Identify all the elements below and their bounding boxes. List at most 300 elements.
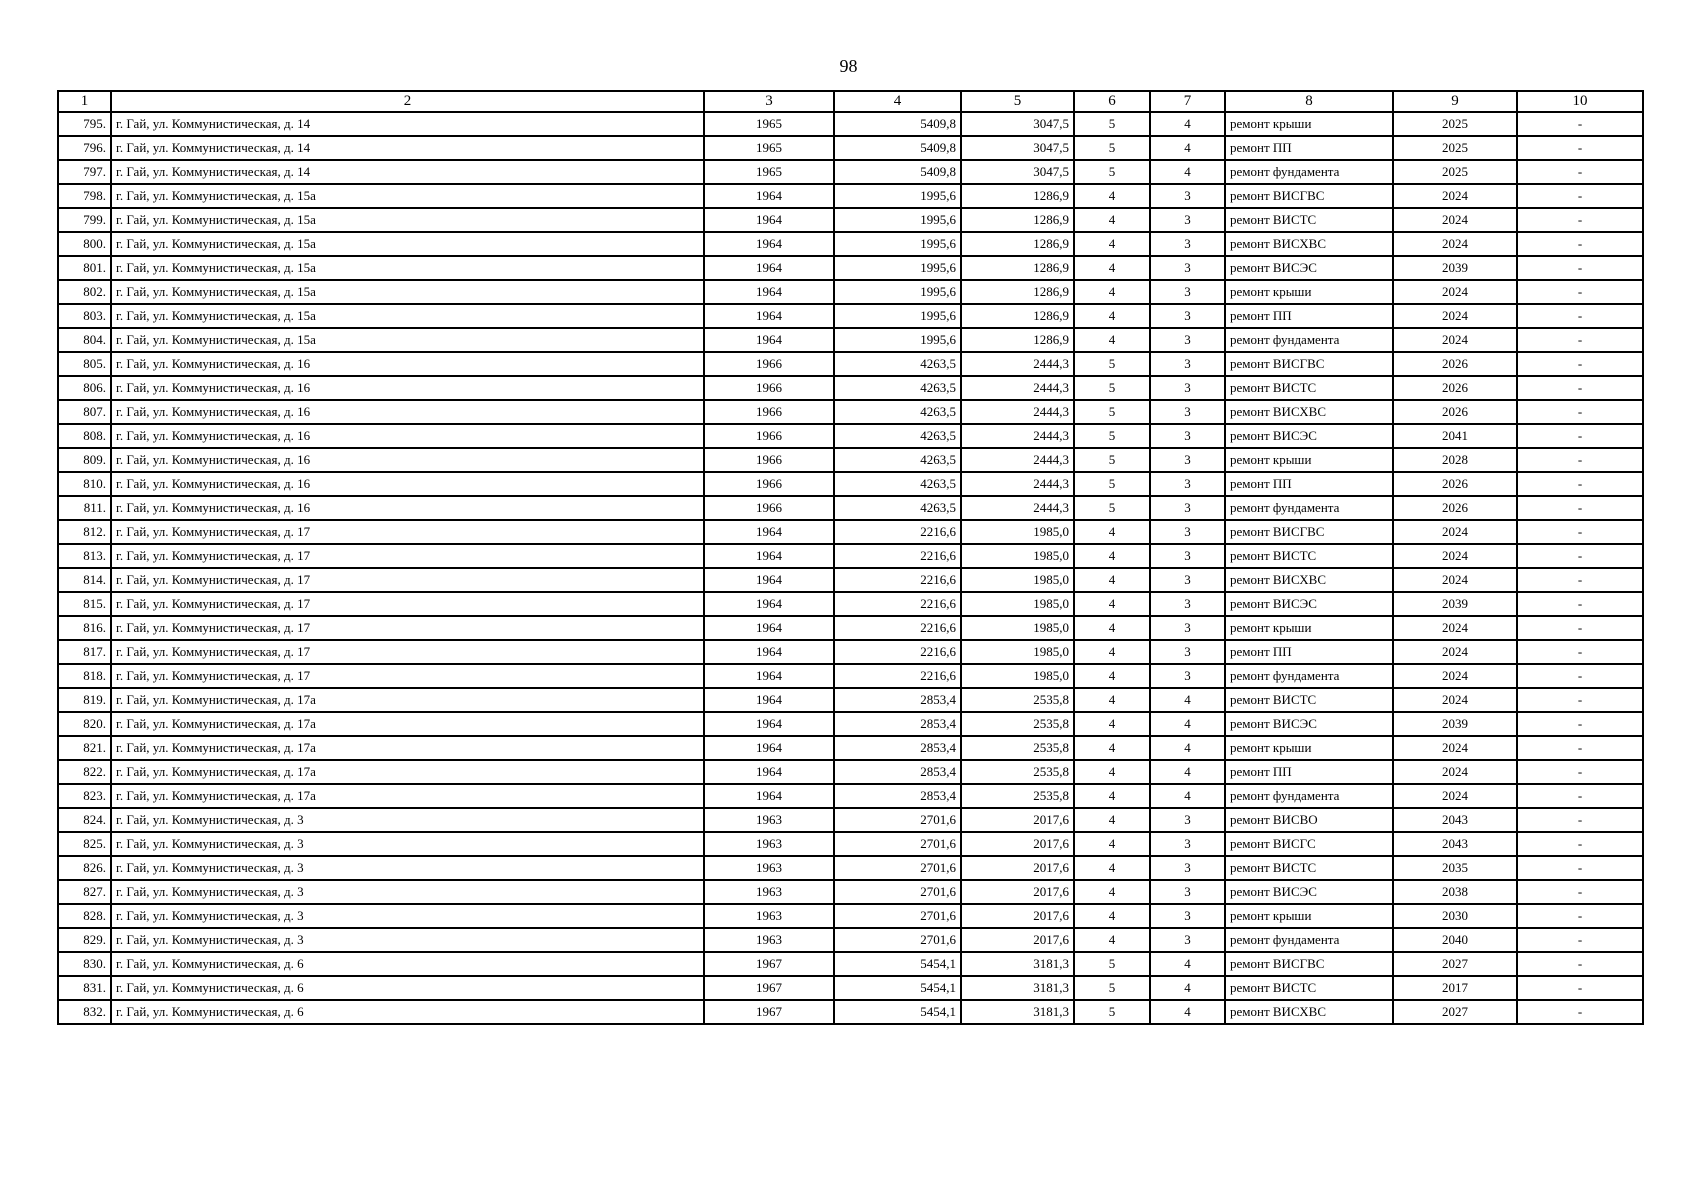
table-row xyxy=(58,976,1643,1000)
cell-total-area: 5454,1 xyxy=(834,976,961,1000)
cell-total-area: 2216,6 xyxy=(834,664,961,688)
cell-floors: 4 xyxy=(1074,568,1150,592)
cell-living-area: 2535,8 xyxy=(961,688,1074,712)
cell-note: - xyxy=(1517,976,1643,1000)
cell-total-area: 4263,5 xyxy=(834,496,961,520)
cell-year-built: 1964 xyxy=(704,328,834,352)
cell-row-number: 829. xyxy=(58,928,111,952)
cell-note: - xyxy=(1517,496,1643,520)
cell-row-number: 821. xyxy=(58,736,111,760)
table-row xyxy=(58,280,1643,304)
cell-living-area: 2444,3 xyxy=(961,448,1074,472)
cell-row-number: 806. xyxy=(58,376,111,400)
cell-work-type: ремонт ВИСТС xyxy=(1225,856,1393,880)
cell-address: г. Гай, ул. Коммунистическая, д. 15а xyxy=(111,232,704,256)
column-header-2: 2 xyxy=(111,91,704,112)
cell-address: г. Гай, ул. Коммунистическая, д. 16 xyxy=(111,376,704,400)
table-row xyxy=(58,400,1643,424)
cell-total-area: 5409,8 xyxy=(834,136,961,160)
cell-year-built: 1963 xyxy=(704,832,834,856)
cell-address: г. Гай, ул. Коммунистическая, д. 17а xyxy=(111,712,704,736)
cell-living-area: 2535,8 xyxy=(961,712,1074,736)
cell-address: г. Гай, ул. Коммунистическая, д. 17 xyxy=(111,544,704,568)
cell-total-area: 2216,6 xyxy=(834,592,961,616)
column-header-1: 1 xyxy=(58,91,111,112)
cell-total-area: 4263,5 xyxy=(834,448,961,472)
cell-floors: 4 xyxy=(1074,208,1150,232)
cell-address: г. Гай, ул. Коммунистическая, д. 17 xyxy=(111,664,704,688)
cell-work-type: ремонт ВИСГС xyxy=(1225,832,1393,856)
cell-floors: 4 xyxy=(1074,184,1150,208)
cell-address: г. Гай, ул. Коммунистическая, д. 16 xyxy=(111,424,704,448)
cell-total-area: 2701,6 xyxy=(834,808,961,832)
cell-note: - xyxy=(1517,760,1643,784)
cell-floors: 4 xyxy=(1074,808,1150,832)
cell-total-area: 2853,4 xyxy=(834,712,961,736)
cell-planned-year: 2038 xyxy=(1393,880,1517,904)
cell-year-built: 1964 xyxy=(704,616,834,640)
cell-living-area: 1286,9 xyxy=(961,328,1074,352)
cell-row-number: 809. xyxy=(58,448,111,472)
cell-planned-year: 2026 xyxy=(1393,376,1517,400)
cell-row-number: 810. xyxy=(58,472,111,496)
cell-entrances: 3 xyxy=(1150,496,1225,520)
cell-living-area: 1286,9 xyxy=(961,280,1074,304)
cell-total-area: 4263,5 xyxy=(834,352,961,376)
cell-year-built: 1964 xyxy=(704,784,834,808)
cell-row-number: 819. xyxy=(58,688,111,712)
table-row xyxy=(58,136,1643,160)
cell-entrances: 3 xyxy=(1150,232,1225,256)
cell-living-area: 2017,6 xyxy=(961,880,1074,904)
cell-floors: 4 xyxy=(1074,664,1150,688)
cell-year-built: 1964 xyxy=(704,184,834,208)
cell-note: - xyxy=(1517,160,1643,184)
cell-address: г. Гай, ул. Коммунистическая, д. 3 xyxy=(111,832,704,856)
cell-address: г. Гай, ул. Коммунистическая, д. 16 xyxy=(111,400,704,424)
cell-work-type: ремонт фундамента xyxy=(1225,784,1393,808)
column-header-3: 3 xyxy=(704,91,834,112)
cell-floors: 5 xyxy=(1074,160,1150,184)
cell-year-built: 1967 xyxy=(704,1000,834,1024)
cell-floors: 5 xyxy=(1074,976,1150,1000)
cell-floors: 4 xyxy=(1074,232,1150,256)
column-header-10: 10 xyxy=(1517,91,1643,112)
cell-entrances: 3 xyxy=(1150,520,1225,544)
cell-note: - xyxy=(1517,112,1643,136)
cell-planned-year: 2040 xyxy=(1393,928,1517,952)
cell-living-area: 3181,3 xyxy=(961,952,1074,976)
table-row xyxy=(58,208,1643,232)
cell-total-area: 5409,8 xyxy=(834,112,961,136)
table-row xyxy=(58,952,1643,976)
cell-living-area: 1286,9 xyxy=(961,232,1074,256)
cell-living-area: 2444,3 xyxy=(961,352,1074,376)
cell-work-type: ремонт ВИСЭС xyxy=(1225,592,1393,616)
cell-floors: 5 xyxy=(1074,112,1150,136)
cell-planned-year: 2024 xyxy=(1393,304,1517,328)
cell-living-area: 3047,5 xyxy=(961,160,1074,184)
cell-total-area: 2216,6 xyxy=(834,616,961,640)
cell-year-built: 1964 xyxy=(704,232,834,256)
cell-work-type: ремонт ПП xyxy=(1225,640,1393,664)
cell-address: г. Гай, ул. Коммунистическая, д. 16 xyxy=(111,352,704,376)
cell-note: - xyxy=(1517,304,1643,328)
cell-planned-year: 2026 xyxy=(1393,496,1517,520)
cell-living-area: 1985,0 xyxy=(961,592,1074,616)
cell-planned-year: 2024 xyxy=(1393,208,1517,232)
cell-floors: 4 xyxy=(1074,616,1150,640)
cell-note: - xyxy=(1517,568,1643,592)
cell-entrances: 3 xyxy=(1150,208,1225,232)
cell-note: - xyxy=(1517,808,1643,832)
cell-note: - xyxy=(1517,328,1643,352)
cell-total-area: 2216,6 xyxy=(834,640,961,664)
cell-work-type: ремонт ПП xyxy=(1225,760,1393,784)
cell-note: - xyxy=(1517,232,1643,256)
cell-floors: 5 xyxy=(1074,424,1150,448)
cell-living-area: 2535,8 xyxy=(961,784,1074,808)
cell-floors: 4 xyxy=(1074,760,1150,784)
cell-year-built: 1964 xyxy=(704,664,834,688)
cell-note: - xyxy=(1517,424,1643,448)
cell-note: - xyxy=(1517,952,1643,976)
table-row xyxy=(58,160,1643,184)
cell-planned-year: 2017 xyxy=(1393,976,1517,1000)
cell-total-area: 2853,4 xyxy=(834,736,961,760)
cell-year-built: 1966 xyxy=(704,424,834,448)
cell-year-built: 1964 xyxy=(704,280,834,304)
cell-row-number: 814. xyxy=(58,568,111,592)
cell-work-type: ремонт ВИСТС xyxy=(1225,688,1393,712)
cell-note: - xyxy=(1517,1000,1643,1024)
cell-year-built: 1963 xyxy=(704,808,834,832)
cell-work-type: ремонт ПП xyxy=(1225,304,1393,328)
cell-address: г. Гай, ул. Коммунистическая, д. 14 xyxy=(111,136,704,160)
cell-year-built: 1963 xyxy=(704,928,834,952)
cell-living-area: 1286,9 xyxy=(961,184,1074,208)
cell-entrances: 4 xyxy=(1150,712,1225,736)
header-row xyxy=(58,91,1643,112)
cell-planned-year: 2035 xyxy=(1393,856,1517,880)
cell-note: - xyxy=(1517,640,1643,664)
cell-living-area: 2017,6 xyxy=(961,856,1074,880)
cell-floors: 5 xyxy=(1074,400,1150,424)
cell-floors: 5 xyxy=(1074,136,1150,160)
cell-floors: 4 xyxy=(1074,520,1150,544)
table-row xyxy=(58,832,1643,856)
cell-total-area: 2216,6 xyxy=(834,520,961,544)
cell-row-number: 825. xyxy=(58,832,111,856)
cell-note: - xyxy=(1517,664,1643,688)
cell-floors: 4 xyxy=(1074,904,1150,928)
cell-floors: 4 xyxy=(1074,856,1150,880)
column-header-4: 4 xyxy=(834,91,961,112)
cell-address: г. Гай, ул. Коммунистическая, д. 6 xyxy=(111,1000,704,1024)
cell-total-area: 2853,4 xyxy=(834,784,961,808)
cell-total-area: 5409,8 xyxy=(834,160,961,184)
cell-floors: 4 xyxy=(1074,280,1150,304)
cell-planned-year: 2025 xyxy=(1393,112,1517,136)
cell-row-number: 807. xyxy=(58,400,111,424)
cell-entrances: 3 xyxy=(1150,328,1225,352)
cell-year-built: 1964 xyxy=(704,712,834,736)
cell-work-type: ремонт ВИСЭС xyxy=(1225,424,1393,448)
cell-year-built: 1964 xyxy=(704,304,834,328)
cell-living-area: 2444,3 xyxy=(961,400,1074,424)
cell-address: г. Гай, ул. Коммунистическая, д. 6 xyxy=(111,976,704,1000)
cell-row-number: 795. xyxy=(58,112,111,136)
table-row xyxy=(58,760,1643,784)
cell-living-area: 2017,6 xyxy=(961,928,1074,952)
cell-work-type: ремонт крыши xyxy=(1225,280,1393,304)
cell-row-number: 815. xyxy=(58,592,111,616)
cell-address: г. Гай, ул. Коммунистическая, д. 17 xyxy=(111,568,704,592)
cell-total-area: 4263,5 xyxy=(834,400,961,424)
cell-total-area: 2216,6 xyxy=(834,568,961,592)
table-row xyxy=(58,520,1643,544)
cell-total-area: 2853,4 xyxy=(834,760,961,784)
cell-work-type: ремонт ВИСГВС xyxy=(1225,352,1393,376)
cell-address: г. Гай, ул. Коммунистическая, д. 17 xyxy=(111,616,704,640)
cell-entrances: 3 xyxy=(1150,880,1225,904)
cell-entrances: 3 xyxy=(1150,664,1225,688)
cell-entrances: 3 xyxy=(1150,544,1225,568)
cell-total-area: 2701,6 xyxy=(834,856,961,880)
cell-planned-year: 2043 xyxy=(1393,808,1517,832)
cell-planned-year: 2026 xyxy=(1393,352,1517,376)
cell-work-type: ремонт ВИСТС xyxy=(1225,376,1393,400)
table-row xyxy=(58,904,1643,928)
cell-total-area: 1995,6 xyxy=(834,256,961,280)
cell-planned-year: 2024 xyxy=(1393,664,1517,688)
table-row xyxy=(58,496,1643,520)
cell-address: г. Гай, ул. Коммунистическая, д. 3 xyxy=(111,856,704,880)
cell-year-built: 1964 xyxy=(704,592,834,616)
cell-row-number: 812. xyxy=(58,520,111,544)
cell-floors: 4 xyxy=(1074,736,1150,760)
cell-year-built: 1967 xyxy=(704,976,834,1000)
cell-planned-year: 2027 xyxy=(1393,952,1517,976)
cell-work-type: ремонт крыши xyxy=(1225,736,1393,760)
cell-planned-year: 2024 xyxy=(1393,688,1517,712)
cell-year-built: 1964 xyxy=(704,256,834,280)
cell-note: - xyxy=(1517,544,1643,568)
cell-row-number: 816. xyxy=(58,616,111,640)
cell-year-built: 1965 xyxy=(704,112,834,136)
cell-year-built: 1964 xyxy=(704,208,834,232)
cell-work-type: ремонт ВИСХВС xyxy=(1225,400,1393,424)
cell-living-area: 2444,3 xyxy=(961,472,1074,496)
cell-work-type: ремонт крыши xyxy=(1225,112,1393,136)
cell-floors: 4 xyxy=(1074,832,1150,856)
cell-living-area: 2444,3 xyxy=(961,424,1074,448)
table-row xyxy=(58,640,1643,664)
cell-planned-year: 2024 xyxy=(1393,568,1517,592)
cell-living-area: 2535,8 xyxy=(961,760,1074,784)
cell-entrances: 4 xyxy=(1150,1000,1225,1024)
table-header xyxy=(58,91,1643,112)
cell-row-number: 805. xyxy=(58,352,111,376)
table-row xyxy=(58,112,1643,136)
cell-entrances: 3 xyxy=(1150,616,1225,640)
cell-year-built: 1963 xyxy=(704,880,834,904)
cell-planned-year: 2024 xyxy=(1393,760,1517,784)
cell-floors: 5 xyxy=(1074,352,1150,376)
cell-floors: 4 xyxy=(1074,784,1150,808)
cell-row-number: 811. xyxy=(58,496,111,520)
cell-entrances: 4 xyxy=(1150,976,1225,1000)
cell-entrances: 3 xyxy=(1150,472,1225,496)
cell-living-area: 1985,0 xyxy=(961,616,1074,640)
cell-floors: 5 xyxy=(1074,1000,1150,1024)
cell-year-built: 1964 xyxy=(704,544,834,568)
cell-planned-year: 2027 xyxy=(1393,1000,1517,1024)
cell-row-number: 822. xyxy=(58,760,111,784)
cell-address: г. Гай, ул. Коммунистическая, д. 15а xyxy=(111,256,704,280)
cell-address: г. Гай, ул. Коммунистическая, д. 15а xyxy=(111,280,704,304)
cell-address: г. Гай, ул. Коммунистическая, д. 14 xyxy=(111,112,704,136)
cell-entrances: 4 xyxy=(1150,688,1225,712)
cell-note: - xyxy=(1517,448,1643,472)
cell-floors: 4 xyxy=(1074,880,1150,904)
cell-planned-year: 2026 xyxy=(1393,472,1517,496)
cell-work-type: ремонт ВИСТС xyxy=(1225,544,1393,568)
cell-total-area: 2701,6 xyxy=(834,832,961,856)
cell-living-area: 1985,0 xyxy=(961,520,1074,544)
cell-planned-year: 2024 xyxy=(1393,640,1517,664)
cell-note: - xyxy=(1517,376,1643,400)
cell-address: г. Гай, ул. Коммунистическая, д. 17а xyxy=(111,688,704,712)
cell-entrances: 3 xyxy=(1150,592,1225,616)
cell-entrances: 3 xyxy=(1150,352,1225,376)
cell-address: г. Гай, ул. Коммунистическая, д. 17а xyxy=(111,760,704,784)
cell-floors: 4 xyxy=(1074,640,1150,664)
table-row xyxy=(58,712,1643,736)
cell-year-built: 1967 xyxy=(704,952,834,976)
table-row xyxy=(58,736,1643,760)
cell-work-type: ремонт ВИСТС xyxy=(1225,976,1393,1000)
cell-entrances: 4 xyxy=(1150,160,1225,184)
cell-work-type: ремонт фундамента xyxy=(1225,160,1393,184)
cell-floors: 4 xyxy=(1074,688,1150,712)
cell-planned-year: 2024 xyxy=(1393,280,1517,304)
cell-entrances: 3 xyxy=(1150,928,1225,952)
cell-work-type: ремонт ВИСЭС xyxy=(1225,880,1393,904)
cell-note: - xyxy=(1517,856,1643,880)
cell-total-area: 2853,4 xyxy=(834,688,961,712)
cell-note: - xyxy=(1517,832,1643,856)
cell-work-type: ремонт ВИСГВС xyxy=(1225,520,1393,544)
cell-row-number: 820. xyxy=(58,712,111,736)
cell-address: г. Гай, ул. Коммунистическая, д. 3 xyxy=(111,880,704,904)
table-row xyxy=(58,544,1643,568)
table-row xyxy=(58,616,1643,640)
cell-work-type: ремонт ВИСХВС xyxy=(1225,232,1393,256)
cell-living-area: 1985,0 xyxy=(961,640,1074,664)
cell-year-built: 1965 xyxy=(704,160,834,184)
cell-floors: 5 xyxy=(1074,376,1150,400)
repair-schedule-table xyxy=(57,90,1644,1025)
cell-entrances: 3 xyxy=(1150,856,1225,880)
cell-total-area: 4263,5 xyxy=(834,376,961,400)
cell-year-built: 1964 xyxy=(704,736,834,760)
cell-year-built: 1963 xyxy=(704,904,834,928)
cell-planned-year: 2025 xyxy=(1393,160,1517,184)
cell-floors: 4 xyxy=(1074,304,1150,328)
cell-row-number: 832. xyxy=(58,1000,111,1024)
cell-year-built: 1964 xyxy=(704,520,834,544)
table-row xyxy=(58,880,1643,904)
cell-year-built: 1966 xyxy=(704,376,834,400)
cell-work-type: ремонт фундамента xyxy=(1225,928,1393,952)
table-row xyxy=(58,424,1643,448)
cell-row-number: 800. xyxy=(58,232,111,256)
cell-note: - xyxy=(1517,904,1643,928)
cell-address: г. Гай, ул. Коммунистическая, д. 16 xyxy=(111,472,704,496)
cell-row-number: 803. xyxy=(58,304,111,328)
cell-floors: 4 xyxy=(1074,328,1150,352)
cell-living-area: 2535,8 xyxy=(961,736,1074,760)
table-row xyxy=(58,376,1643,400)
cell-address: г. Гай, ул. Коммунистическая, д. 15а xyxy=(111,304,704,328)
cell-living-area: 1985,0 xyxy=(961,664,1074,688)
cell-address: г. Гай, ул. Коммунистическая, д. 3 xyxy=(111,928,704,952)
column-header-6: 6 xyxy=(1074,91,1150,112)
cell-total-area: 4263,5 xyxy=(834,472,961,496)
cell-planned-year: 2024 xyxy=(1393,328,1517,352)
cell-living-area: 1286,9 xyxy=(961,208,1074,232)
cell-year-built: 1965 xyxy=(704,136,834,160)
cell-note: - xyxy=(1517,784,1643,808)
cell-planned-year: 2024 xyxy=(1393,544,1517,568)
cell-total-area: 1995,6 xyxy=(834,304,961,328)
cell-address: г. Гай, ул. Коммунистическая, д. 17а xyxy=(111,784,704,808)
cell-entrances: 3 xyxy=(1150,304,1225,328)
cell-work-type: ремонт фундамента xyxy=(1225,496,1393,520)
cell-note: - xyxy=(1517,400,1643,424)
cell-row-number: 808. xyxy=(58,424,111,448)
cell-row-number: 813. xyxy=(58,544,111,568)
cell-entrances: 4 xyxy=(1150,784,1225,808)
cell-work-type: ремонт ПП xyxy=(1225,136,1393,160)
cell-row-number: 818. xyxy=(58,664,111,688)
cell-living-area: 2017,6 xyxy=(961,904,1074,928)
cell-living-area: 3181,3 xyxy=(961,976,1074,1000)
cell-entrances: 3 xyxy=(1150,832,1225,856)
cell-note: - xyxy=(1517,136,1643,160)
cell-row-number: 802. xyxy=(58,280,111,304)
cell-address: г. Гай, ул. Коммунистическая, д. 16 xyxy=(111,448,704,472)
cell-total-area: 2701,6 xyxy=(834,904,961,928)
cell-total-area: 4263,5 xyxy=(834,424,961,448)
cell-living-area: 1286,9 xyxy=(961,304,1074,328)
cell-living-area: 2017,6 xyxy=(961,832,1074,856)
table-row xyxy=(58,472,1643,496)
page-number: 98 xyxy=(839,56,858,76)
cell-planned-year: 2024 xyxy=(1393,232,1517,256)
cell-floors: 5 xyxy=(1074,496,1150,520)
cell-entrances: 3 xyxy=(1150,568,1225,592)
column-header-7: 7 xyxy=(1150,91,1225,112)
cell-total-area: 1995,6 xyxy=(834,280,961,304)
cell-floors: 4 xyxy=(1074,544,1150,568)
cell-work-type: ремонт ВИСГВС xyxy=(1225,952,1393,976)
table-row xyxy=(58,568,1643,592)
cell-total-area: 1995,6 xyxy=(834,328,961,352)
cell-note: - xyxy=(1517,616,1643,640)
cell-entrances: 3 xyxy=(1150,448,1225,472)
